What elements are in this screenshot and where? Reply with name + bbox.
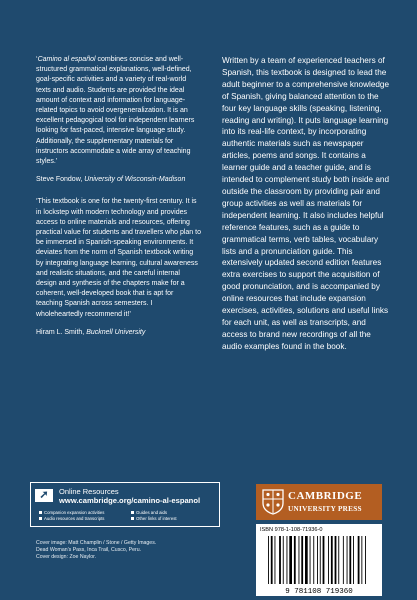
- barcode-bar: [271, 536, 273, 584]
- review-quote: [36, 55, 201, 167]
- reviews-column: [36, 55, 201, 350]
- cursor-arrow-icon: ➚: [35, 489, 53, 502]
- barcode-bar: [299, 536, 300, 584]
- square-icon: [39, 517, 42, 520]
- legend-label: Guides and aids: [136, 510, 168, 515]
- barcode-bar: [338, 536, 339, 584]
- legend-item: [39, 510, 104, 515]
- author-name: Hiram L. Smith,: [36, 328, 87, 336]
- book-title: Camino al español: [37, 56, 96, 63]
- barcode-bar: [353, 536, 354, 584]
- square-icon: [131, 517, 134, 520]
- credit-line: Cover image: Matt Champlin / Stone / Getty Images.: [36, 540, 157, 546]
- barcode-icon: [264, 536, 374, 594]
- publisher-name: CAMBRIDGE: [288, 490, 363, 502]
- barcode-bar: [294, 536, 296, 584]
- online-resources-title: Online Resources: [59, 487, 119, 496]
- cover-credits: [36, 540, 206, 561]
- barcode-bar: [289, 536, 292, 584]
- barcode-bar: [317, 536, 318, 584]
- barcode-bar: [301, 536, 303, 584]
- online-resources-box: [30, 482, 220, 527]
- barcode-bar: [343, 536, 344, 584]
- legend-label: Companion expansion activities: [44, 510, 105, 515]
- author-affiliation: Bucknell University: [86, 328, 146, 336]
- legend-item: [131, 510, 167, 515]
- barcode-bar: [279, 536, 281, 584]
- publisher-logo: [256, 484, 382, 520]
- credit-line: Dead Woman’s Pass, Inca Trail, Cusco, Peru.: [36, 547, 142, 553]
- isbn-label: ISBN 978-1-108-71936-0: [260, 527, 323, 533]
- barcode-bar: [320, 536, 321, 584]
- barcode-bar: [283, 536, 284, 584]
- legend-label: Other links of interest: [136, 516, 177, 521]
- author-affiliation: University of Wisconsin-Madison: [84, 176, 186, 184]
- barcode-bar: [268, 536, 269, 584]
- legend-item: [39, 516, 104, 521]
- barcode-bar: [365, 536, 366, 584]
- legend-label: Audio resources and transcripts: [44, 516, 105, 521]
- barcode-bar: [347, 536, 348, 584]
- credit-line: Cover design: Zoe Naylor.: [36, 554, 96, 560]
- barcode-bar: [305, 536, 308, 584]
- barcode-bar: [358, 536, 360, 584]
- barcode-bar: [323, 536, 325, 584]
- barcode-bar: [361, 536, 362, 584]
- square-icon: [39, 511, 42, 514]
- barcode-bar: [313, 536, 314, 584]
- online-resources-url[interactable]: www.cambridge.org/camino-al-espanol: [59, 496, 201, 505]
- university-crest-icon: [262, 489, 284, 515]
- barcode-bar: [349, 536, 351, 584]
- square-icon: [131, 511, 134, 514]
- review-quote: ‘This textbook is one for the twenty-first century. It is in lockstep with modern technology and provides access to online materials and resources, offering practical value for students and travellers who plan to be immersed in Spanish-speaking environments. It deviates from the norm of Spanish textbook writing by integrating language learning, cultural awareness and realistic situations, and the careful internal design and synthesis of the chapters make for a coherent, well-developed book that is apt for teaching Spanish across semesters. I wholeheartedly recommend it!’: [36, 198, 201, 318]
- review-text: combines concise and well-structured grammatical explanations, well-defined, goal-specific activities and a variety of real-world texts and audio. Students are provided the ideal amount of context and information for language-related topics to avoid overgeneralization. It is an excellent pedagogical tool for independent learners looking for fast-paced, intensive language study. Additionally, the supplementary materials for instructors accommodate a wide array of teaching styles.’: [36, 56, 195, 166]
- barcode-bar: [275, 536, 276, 584]
- author-name: Steve Fondow,: [36, 176, 85, 184]
- legend-item: [131, 516, 177, 521]
- open-quote: ‘: [36, 56, 38, 63]
- barcode-bar: [328, 536, 329, 584]
- barcode-digits: 9 781108 719360: [285, 588, 353, 594]
- barcode-bar: [310, 536, 311, 584]
- book-description: Written by a team of experienced teachers of Spanish, this textbook is designed to lead the adult beginner to a comprehensive knowledge of Spanish, giving balanced attention to the four key language skills (speaking, listening, reading and writing). It puts language learning into its real-life context, by incorporating authentic materials such as newspaper articles, poems and songs. It contains a learner guide and a teacher guide, and is intended to complement study both inside and outside the classroom by providing pair and group activities as well as materials for independent learning. It also includes helpful reference features, such as a guide to grammatical terms, verb tables, vocabulary lists and a pronunciation guide. This extensively updated second edition features extra exercises to support the acquisition of good pronunciation, and is accompanied by online resources that include expansion exercises, activities, solutions and useful links for each unit, as well as transcripts, and access to brand new recordings of all the audio examples found in the book.: [222, 56, 390, 351]
- barcode-bar: [287, 536, 288, 584]
- barcode-bar: [331, 536, 333, 584]
- barcode-bar: [335, 536, 337, 584]
- review-author: [36, 175, 201, 185]
- publisher-subname: UNIVERSITY PRESS: [288, 505, 362, 513]
- review-author: [36, 328, 201, 338]
- description-column: [222, 55, 390, 353]
- barcode-area: [256, 524, 382, 596]
